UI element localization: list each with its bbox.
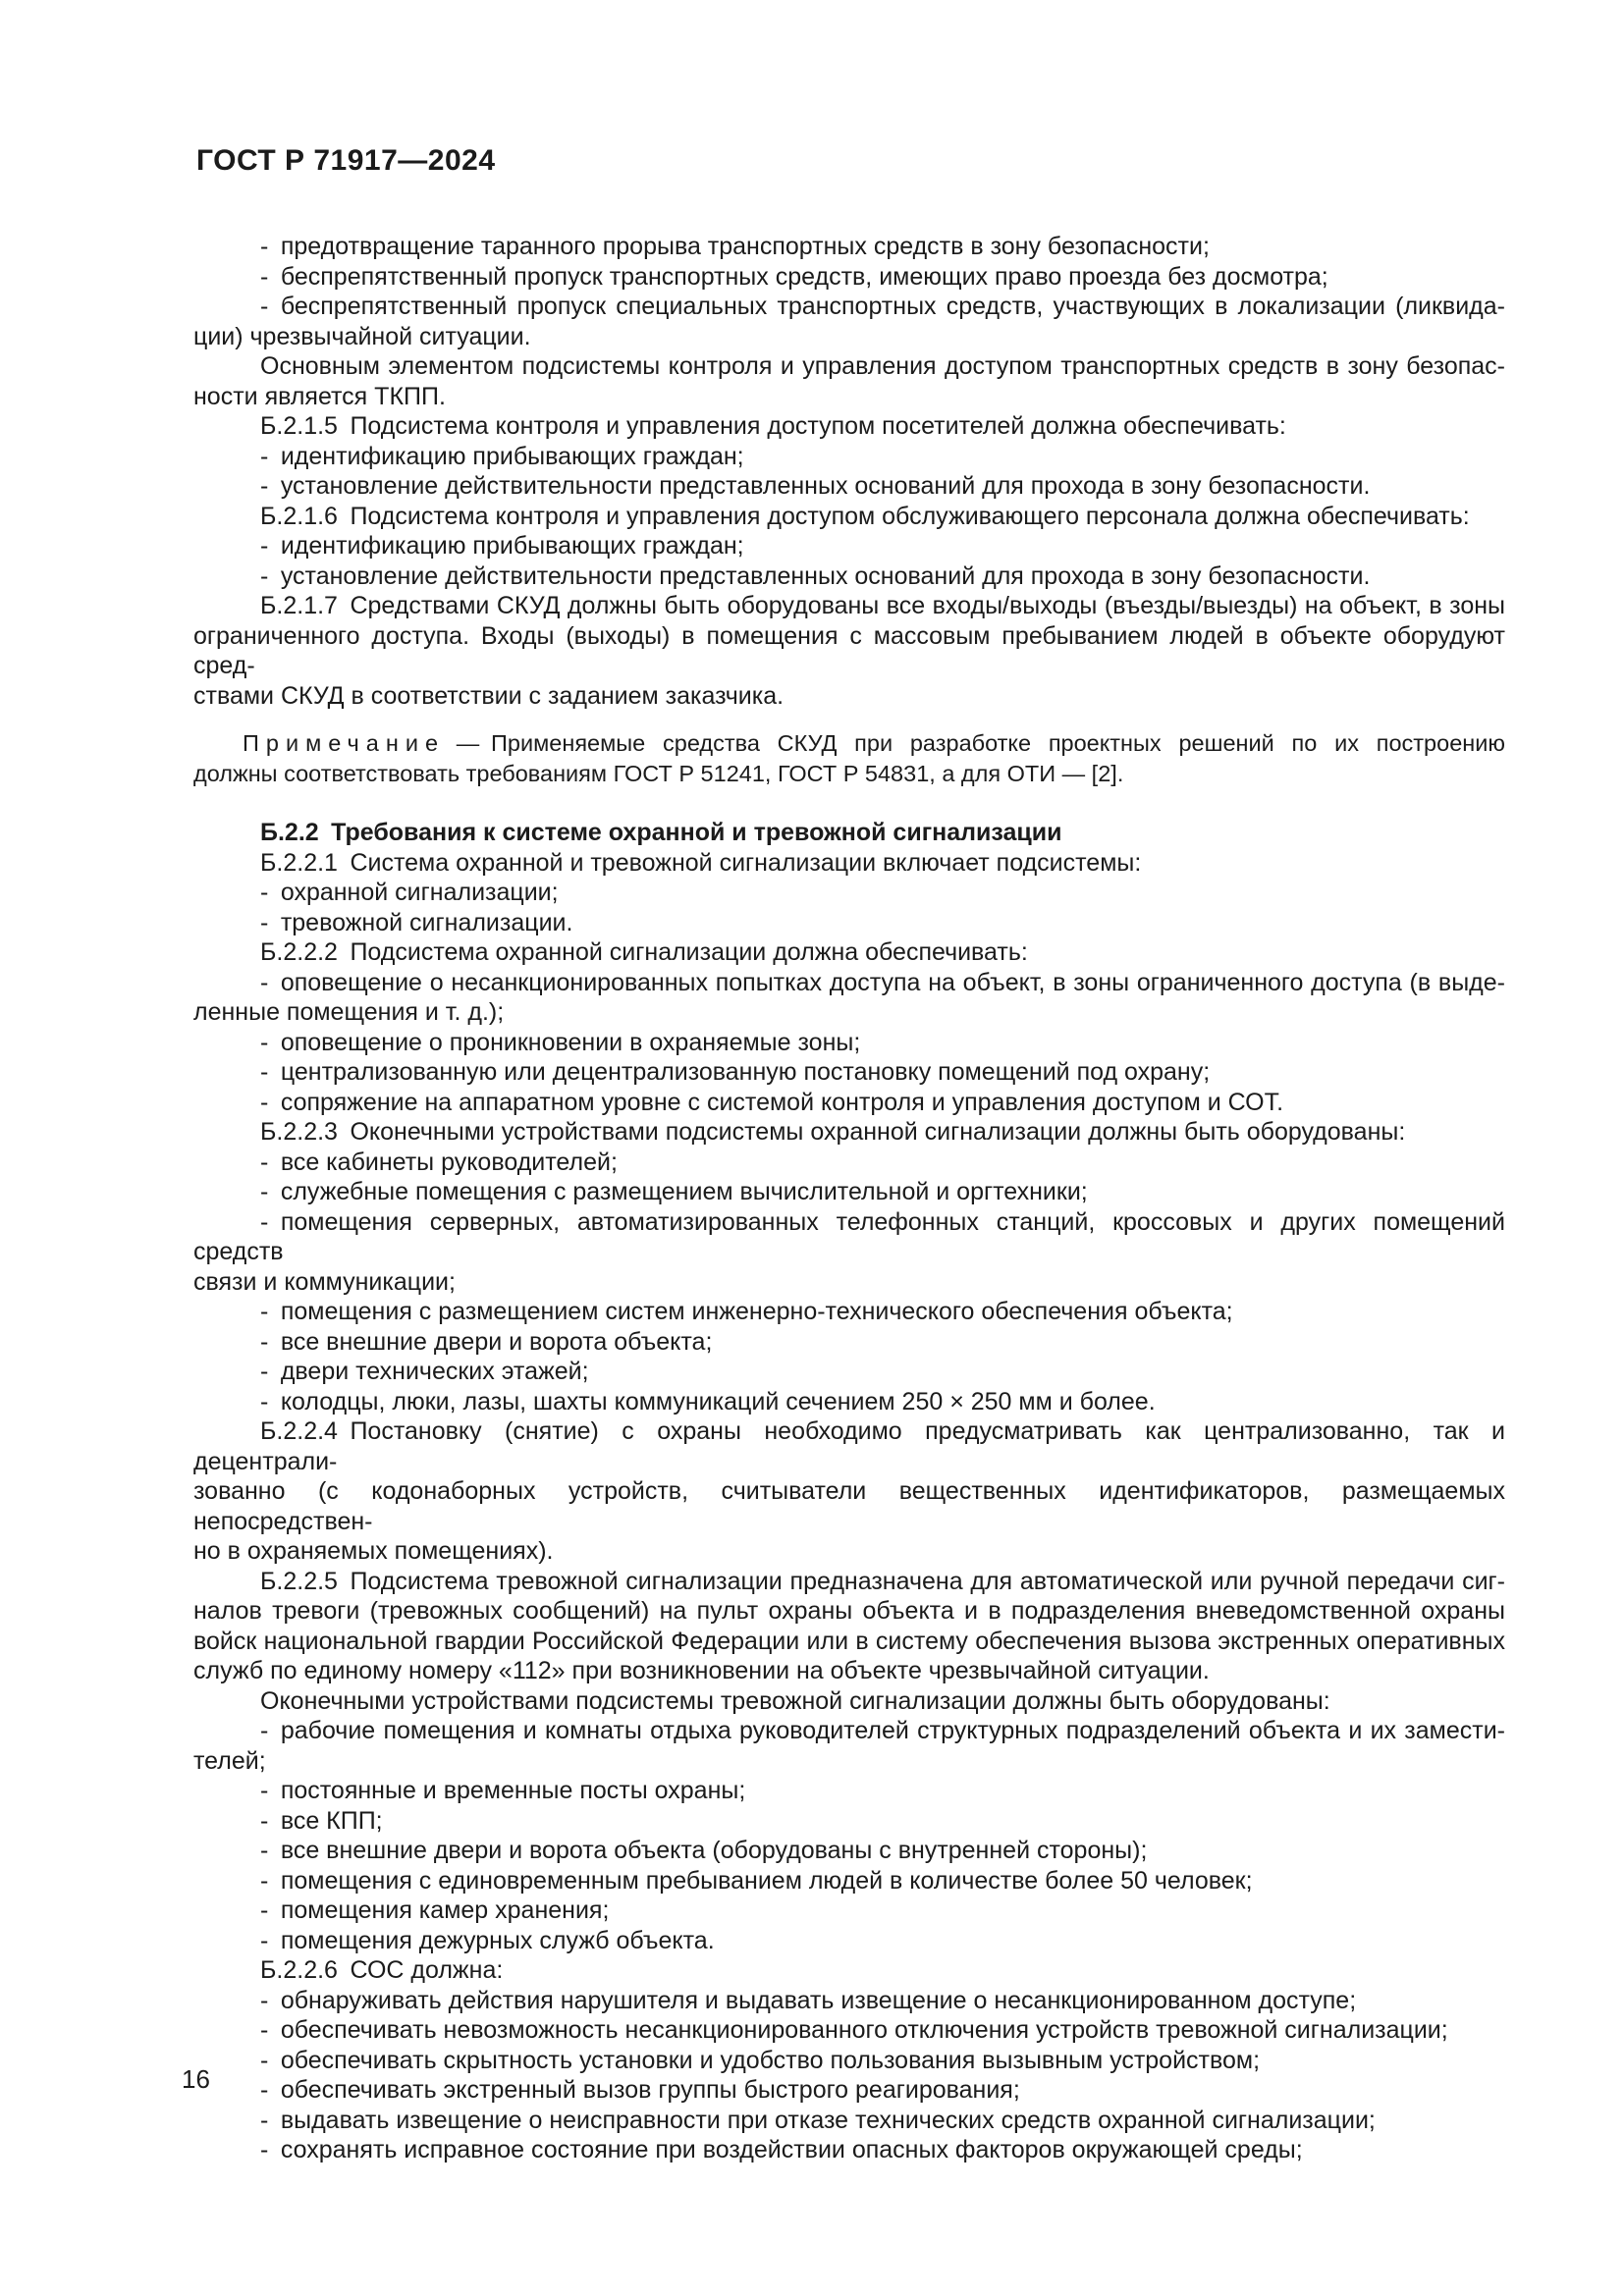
text-line: - беспрепятственный пропуск транспортных средств, имеющих право проезда без досмотра; bbox=[260, 262, 1328, 291]
text-line: - выдавать извещение о неисправности при отказе технических средств охранной сигнализации; bbox=[260, 2106, 1376, 2134]
text-line: - идентификацию прибывающих граждан; bbox=[260, 532, 744, 560]
text-line: - централизованную или децентрализованную постановку помещений под охрану; bbox=[260, 1058, 1211, 1086]
list-item bbox=[193, 1327, 1505, 1358]
text-line: служб по единому номеру «112» при возникновении на объекте чрезвычайной ситуации. bbox=[193, 1657, 1210, 1684]
list-item bbox=[193, 1357, 1505, 1387]
text-line: - колодцы, люки, лазы, шахты коммуникаций сечением 250 × 250 мм и более. bbox=[260, 1387, 1156, 1415]
text-line: Основным элементом подсистемы контроля и управления доступом транспортных средств в зону безопас- bbox=[260, 352, 1505, 380]
text-line: Б.2.1.6 Подсистема контроля и управления доступом обслуживающего персонала должна обеспечивать: bbox=[260, 502, 1470, 530]
text-line: ствами СКУД в соответствии с заданием заказчика. bbox=[193, 681, 785, 710]
list-item bbox=[193, 471, 1505, 502]
list-item bbox=[193, 1177, 1505, 1207]
text-line: Б.2.2.1 Система охранной и тревожной сигнализации включает подсистемы: bbox=[260, 848, 1142, 877]
text-line: ности является ТКПП. bbox=[193, 382, 446, 410]
list-item bbox=[193, 262, 1505, 293]
list-item bbox=[193, 968, 1505, 1028]
list-item bbox=[193, 531, 1505, 561]
list-item bbox=[193, 1926, 1505, 1956]
note-block bbox=[193, 728, 1505, 788]
list-item bbox=[193, 1986, 1505, 2016]
text-line: телей; bbox=[193, 1746, 266, 1775]
list-item bbox=[193, 232, 1505, 262]
section-heading bbox=[193, 818, 1505, 848]
list-item bbox=[193, 1896, 1505, 1926]
list-item bbox=[193, 561, 1505, 592]
list-item bbox=[193, 442, 1505, 472]
paragraph bbox=[193, 411, 1505, 442]
list-item bbox=[193, 1297, 1505, 1327]
text-line: - оповещение о проникновении в охраняемые зоны; bbox=[260, 1028, 861, 1056]
list-item bbox=[193, 1387, 1505, 1417]
text-line: - все КПП; bbox=[260, 1806, 383, 1835]
list-item bbox=[193, 1207, 1505, 1298]
text-line: Б.2.1.5 Подсистема контроля и управления доступом посетителей должна обеспечивать: bbox=[260, 412, 1286, 440]
list-item bbox=[193, 1776, 1505, 1806]
text-line: Б.2.2.5 Подсистема тревожной сигнализации предназначена для автоматической или ручной передачи сиг- bbox=[260, 1567, 1505, 1595]
text-line: - все внешние двери и ворота объекта (оборудованы с внутренней стороны); bbox=[260, 1837, 1148, 1864]
note-label: Примечание bbox=[243, 730, 446, 756]
text-line: - установление действительности представленных оснований для прохода в зону безопасности. bbox=[260, 561, 1371, 590]
page-number: 16 bbox=[182, 2064, 210, 2094]
text-line: - постоянные и временные посты охраны; bbox=[260, 1777, 746, 1804]
text-line: - рабочие помещения и комнаты отдыха руководителей структурных подразделений объекта и их замести- bbox=[260, 1717, 1505, 1744]
list-item bbox=[193, 1148, 1505, 1178]
text-line: - обеспечивать невозможность несанкционированного отключения устройств тревожной сигнализации; bbox=[260, 2016, 1448, 2044]
list-item bbox=[193, 292, 1505, 351]
text-line: - все кабинеты руководителей; bbox=[260, 1148, 618, 1176]
paragraph bbox=[193, 1686, 1505, 1717]
text-line: но в охраняемых помещениях). bbox=[193, 1537, 554, 1565]
text-line: - установление действительности представленных оснований для прохода в зону безопасности. bbox=[260, 472, 1371, 500]
list-item bbox=[193, 1866, 1505, 1896]
list-item bbox=[193, 1716, 1505, 1776]
text-line: Б.2.1.7 Средствами СКУД должны быть оборудованы все входы/выходы (въезды/выезды) на объект, в зоны bbox=[260, 592, 1505, 619]
paragraph bbox=[193, 1416, 1505, 1567]
paragraph bbox=[193, 502, 1505, 532]
paragraph bbox=[193, 1567, 1505, 1686]
text-line: - обеспечивать экстренный вызов группы быстрого реагирования; bbox=[260, 2076, 1020, 2104]
text-line: - сопряжение на аппаратном уровне с системой контроля и управления доступом и СОТ. bbox=[260, 1088, 1284, 1116]
list-item bbox=[193, 1057, 1505, 1088]
document-header: ГОСТ Р 71917—2024 bbox=[196, 144, 496, 177]
list-item bbox=[193, 2015, 1505, 2046]
list-item bbox=[193, 1836, 1505, 1866]
text-line: Оконечными устройствами подсистемы тревожной сигнализации должны быть оборудованы: bbox=[260, 1686, 1330, 1715]
text-line: Б.2.2 Требования к системе охранной и тревожной сигнализации bbox=[260, 819, 1062, 846]
list-item bbox=[193, 2075, 1505, 2106]
paragraph bbox=[193, 591, 1505, 711]
text-line: - охранной сигнализации; bbox=[260, 879, 559, 906]
text-line: - помещения с единовременным пребыванием людей в количестве более 50 человек; bbox=[260, 1866, 1253, 1895]
list-item bbox=[193, 2046, 1505, 2076]
list-item bbox=[193, 2135, 1505, 2165]
list-item bbox=[193, 878, 1505, 908]
text-line: - помещения серверных, автоматизированных телефонных станций, кроссовых и других помещений средств bbox=[193, 1207, 1505, 1265]
text-line: - помещения с размещением систем инженерно-технического обеспечения объекта; bbox=[260, 1298, 1233, 1325]
text-line: - тревожной сигнализации. bbox=[260, 908, 573, 936]
text-line: - сохранять исправное состояние при воздействии опасных факторов окружающей среды; bbox=[260, 2136, 1303, 2163]
text-line: - беспрепятственный пропуск специальных транспортных средств, участвующих в локализации (ликвида- bbox=[260, 293, 1505, 320]
text-line: - обеспечивать скрытность установки и удобство пользования вызывным устройством; bbox=[260, 2046, 1261, 2074]
text-line: - идентификацию прибывающих граждан; bbox=[260, 442, 744, 470]
list-item bbox=[193, 2106, 1505, 2136]
text-line: - оповещение о несанкционированных попытках доступа на объект, в зоны ограниченного доступа (в выде- bbox=[260, 968, 1505, 996]
paragraph bbox=[193, 1117, 1505, 1148]
text-line: - помещения дежурных служб объекта. bbox=[260, 1926, 715, 1954]
document-body bbox=[193, 232, 1505, 2165]
text-line: должны соответствовать требованиям ГОСТ Р 51241, ГОСТ Р 54831, а для ОТИ — [2]. bbox=[193, 760, 1124, 786]
paragraph bbox=[193, 1955, 1505, 1986]
text-line: ленные помещения и т. д.); bbox=[193, 998, 505, 1026]
text-line: Б.2.2.4 Постановку (снятие) с охраны необходимо предусматривать как централизованно, так и децентрали- bbox=[193, 1417, 1505, 1475]
text-line: ции) чрезвычайной ситуации. bbox=[193, 322, 531, 350]
text-line: Примечание — Применяемые средства СКУД при разработке проектных решений по их построению bbox=[243, 730, 1505, 756]
text-line: зованно (с кодонаборных устройств, считыватели вещественных идентификаторов, размещаемых непосредствен- bbox=[193, 1477, 1505, 1535]
list-item bbox=[193, 908, 1505, 938]
text-line: - обнаруживать действия нарушителя и выдавать извещение о несанкционированном доступе; bbox=[260, 1986, 1357, 2014]
text-line: - все внешние двери и ворота объекта; bbox=[260, 1327, 713, 1356]
text-line: - предотвращение таранного прорыва транспортных средств в зону безопасности; bbox=[260, 233, 1210, 260]
text-line: Б.2.2.2 Подсистема охранной сигнализации должна обеспечивать: bbox=[260, 938, 1028, 966]
paragraph bbox=[193, 848, 1505, 879]
text-line: - помещения камер хранения; bbox=[260, 1896, 610, 1924]
text-line: Б.2.2.3 Оконечными устройствами подсистемы охранной сигнализации должны быть оборудованы: bbox=[260, 1118, 1406, 1146]
text-line: - служебные помещения с размещением вычислительной и оргтехники; bbox=[260, 1178, 1088, 1205]
list-item bbox=[193, 1806, 1505, 1837]
text-line: связи и коммуникации; bbox=[193, 1267, 456, 1296]
text-line: Б.2.2.6 СОС должна: bbox=[260, 1956, 504, 1984]
paragraph bbox=[193, 351, 1505, 411]
text-line: - двери технических этажей; bbox=[260, 1358, 589, 1385]
paragraph bbox=[193, 937, 1505, 968]
list-item bbox=[193, 1028, 1505, 1058]
list-item bbox=[193, 1088, 1505, 1118]
text-line: налов тревоги (тревожных сообщений) на пульт охраны объекта и в подразделения вневедомственной охраны bbox=[193, 1597, 1505, 1625]
text-line: войск национальной гвардии Российской Федерации или в систему обеспечения вызова экстренных оперативных bbox=[193, 1627, 1505, 1655]
text-line: ограниченного доступа. Входы (выходы) в помещения с массовым пребыванием людей в объекте оборудуют сред- bbox=[193, 621, 1505, 679]
